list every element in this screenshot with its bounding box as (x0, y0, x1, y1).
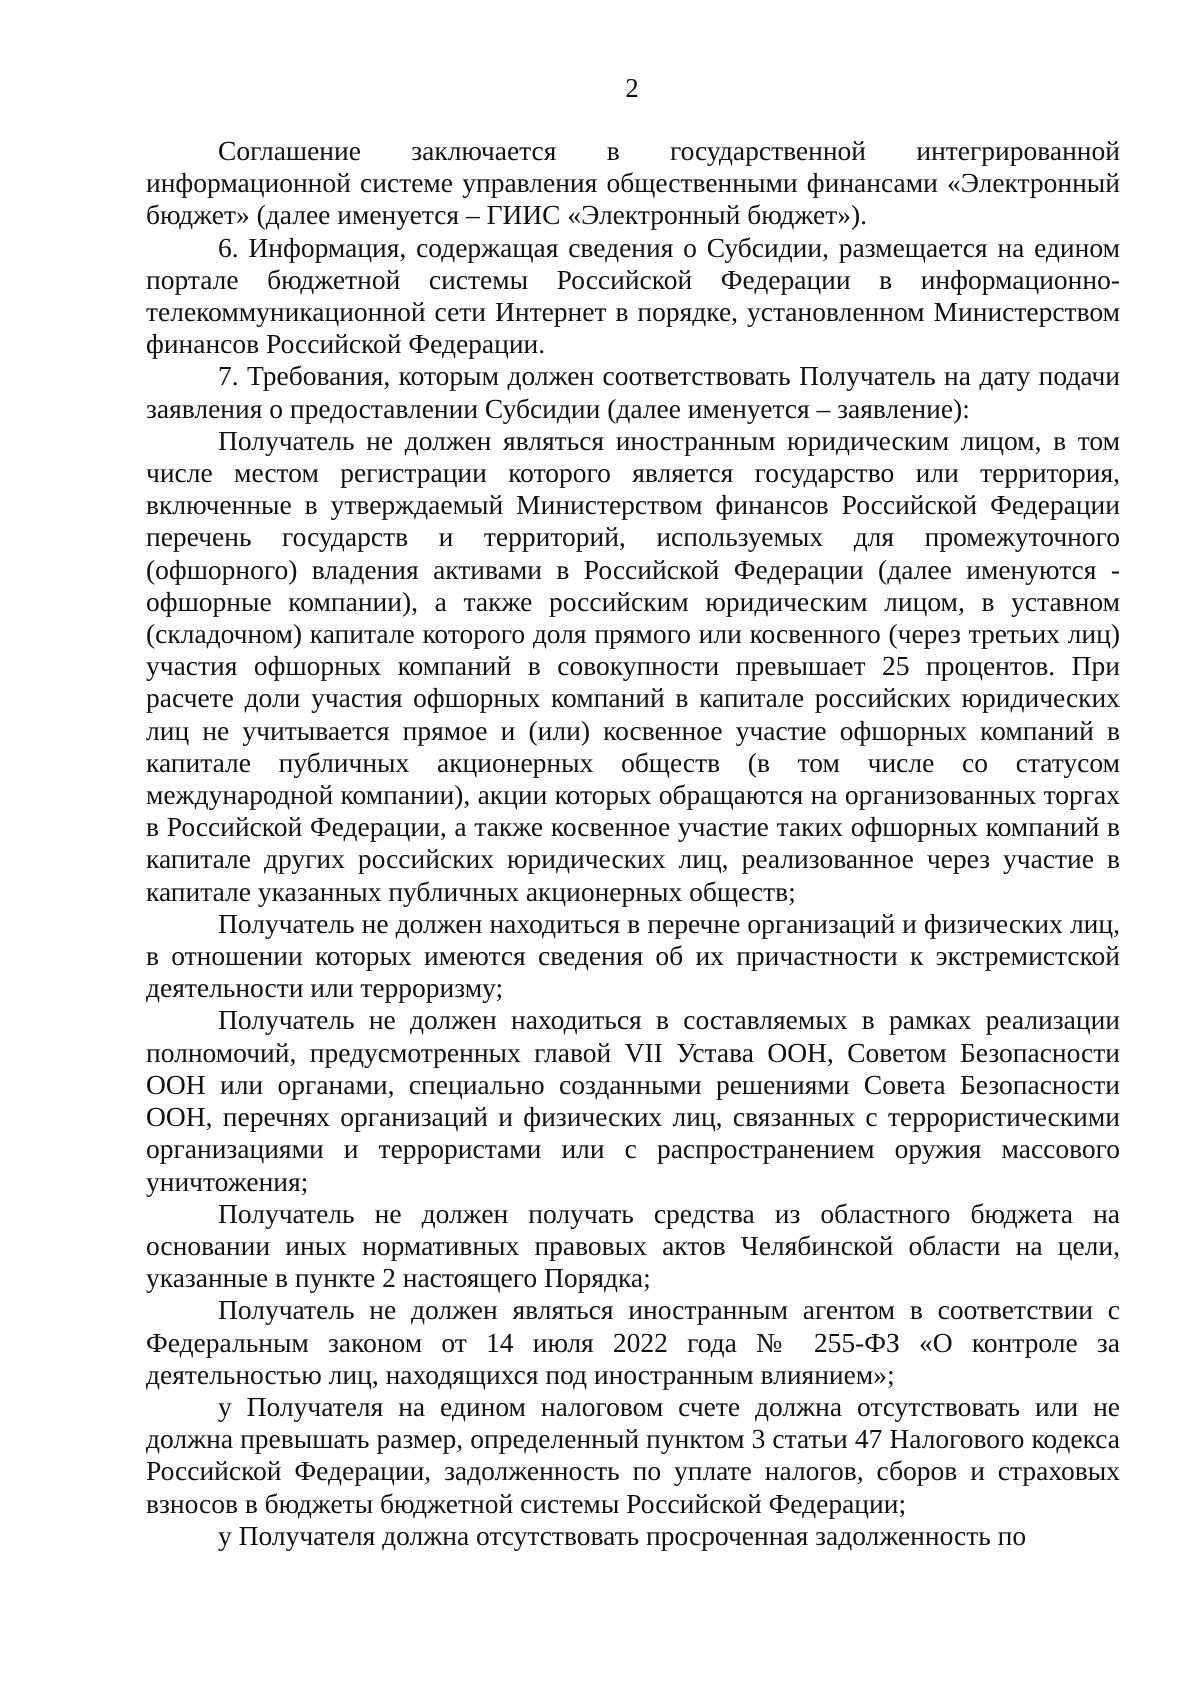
paragraph-un-list-requirement: Получатель не должен находиться в составляемых в рамках реализации полномочий, предусмотренных главой VII Устава ООН, Советом Безопасности ООН или органами, специально созданными решениями Совета Безопасности ООН, перечнях организаций и физических лиц, связанных с террористическими организациями и террористами или с распространением оружия массового уничтожения; (146, 1004, 1120, 1197)
paragraph-foreign-agent-requirement: Получатель не должен являться иностранным агентом в соответствии с Федеральным законом от 14 июля 2022 года № 255-ФЗ «О контроле за деятельностью лиц, находящихся под иностранным влиянием»; (146, 1294, 1120, 1390)
document-body (146, 135, 1120, 1552)
paragraph-item-7: 7. Требования, которым должен соответствовать Получатель на дату подачи заявления о предоставлении Субсидии (далее именуется – заявление): (146, 360, 1120, 424)
paragraph-offshore-requirement: Получатель не должен являться иностранным юридическим лицом, в том числе местом регистрации которого является государство или территория, включенные в утверждаемый Министерством финансов Российской Федерации перечень государств и территорий, используемых для промежуточного (офшорного) владения активами в Российской Федерации (далее именуются - офшорные компании), а также российским юридическим лицом, в уставном (складочном) капитале которого доля прямого или косвенного (через третьих лиц) участия офшорных компаний в совокупности превышает 25 процентов. При расчете доли участия офшорных компаний в капитале российских юридических лиц не учитывается прямое и (или) косвенное участие офшорных компаний в капитале публичных акционерных обществ (в том числе со статусом международной компании), акции которых обращаются на организованных торгах в Российской Федерации, а также косвенное участие таких офшорных компаний в капитале других российских юридических лиц, реализованное через участие в капитале указанных публичных акционерных обществ; (146, 424, 1120, 907)
page-number: 2 (625, 73, 639, 103)
paragraph-regional-budget-requirement: Получатель не должен получать средства из областного бюджета на основании иных нормативных правовых актов Челябинской области на цели, указанные в пункте 2 настоящего Порядка; (146, 1197, 1120, 1294)
paragraph-tax-debt-requirement: у Получателя на едином налоговом счете должна отсутствовать или не должна превышать размер, определенный пунктом 3 статьи 47 Налогового кодекса Российской Федерации, задолженность по уплате налогов, сборов и страховых взносов в бюджеты бюджетной системы Российской Федерации; (146, 1390, 1120, 1519)
paragraph-extremism-requirement: Получатель не должен находиться в перечне организаций и физических лиц, в отношении которых имеются сведения об их причастности к экстремистской деятельности или терроризму; (146, 907, 1120, 1004)
paragraph-item-6: 6. Информация, содержащая сведения о Субсидии, размещается на едином портале бюджетной системы Российской Федерации в информационно-телекоммуникационной сети Интернет в порядке, установленном Министерством финансов Российской Федерации. (146, 231, 1120, 360)
paragraph-overdue-debt-requirement: у Получателя должна отсутствовать просроченная задолженность по (218, 1519, 1027, 1551)
paragraph-agreement: Соглашение заключается в государственной интегрированной информационной системе управления общественными финансами «Электронный бюджет» (далее именуется – ГИИС «Электронный бюджет»). (146, 135, 1120, 231)
